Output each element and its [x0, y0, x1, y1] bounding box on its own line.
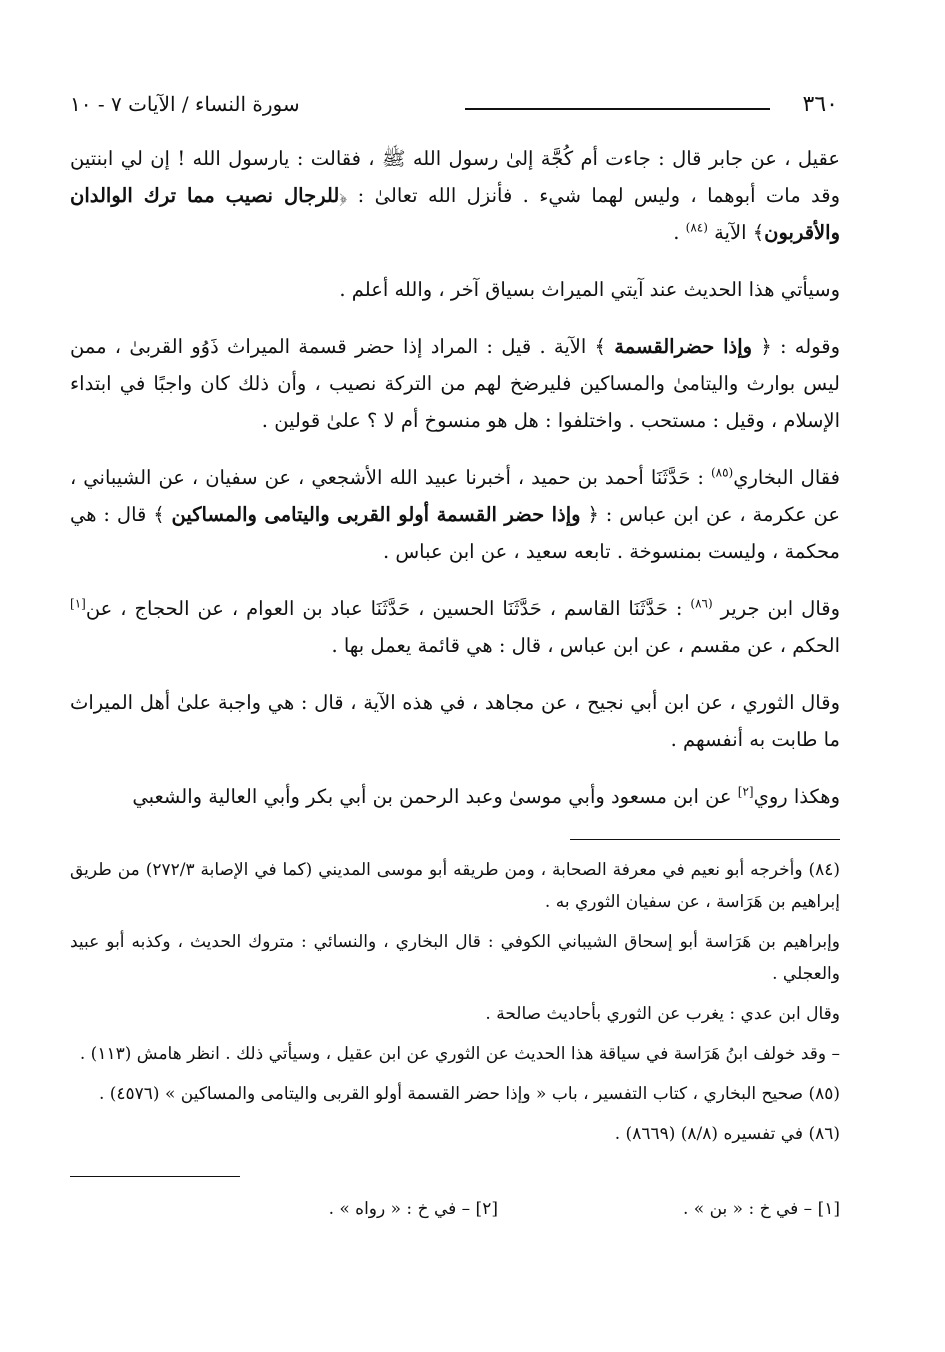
footnote-84-note: وإبراهيم بن هَرَاسة أبو إسحاق الشيباني الكوفي : قال البخاري ، والنسائي : متروك الحديث ، وكذبه أبو عبيد والعجلي .	[70, 932, 840, 984]
footnote-85: (٨٥) صحيح البخاري ، كتاب التفسير ، باب « وإذا حضر القسمة أولو القربى واليتامى والمساكين » (٤٥٧٦) .	[98, 1084, 840, 1104]
footnote-ref[interactable]: (٨٤)	[685, 220, 708, 235]
footnote-ref[interactable]: (٨٥)	[710, 465, 734, 480]
quran-verse: للرجال نصيب مما ترك الوالدان والأقربون	[70, 184, 840, 244]
footnote-86: (٨٦) في تفسيره (٨/٨) (٨٦٦٩) .	[614, 1124, 840, 1144]
editor-note-1: [١] – في خ : « بن » .	[682, 1199, 840, 1219]
editor-note-ref[interactable]: [٢]	[737, 784, 754, 799]
paragraph-2: وسيأتي هذا الحديث عند آيتي الميراث بسياق آخر ، والله أعلم .	[339, 278, 840, 301]
editor-note-ref[interactable]: [١]	[70, 596, 86, 611]
footnote-rule	[570, 839, 840, 840]
paragraph-7: وهكذا روي[٢] عن ابن مسعود وأبي موسىٰ وعبد الرحمن بن أبي بكر وأبي العالية والشعبي	[132, 784, 840, 808]
paragraph-1: عقيل ، عن جابر قال : جاءت أم كُجَّة إلىٰ رسول الله ﷺ ، فقالت : يارسول الله ! إن لي ابنتين وقد مات أبوهما ، وليس لهما شيء . فأنزل الله تعالىٰ : ﴿للرجال نصيب مما ترك الوالدان والأقربون﴾ الآية $^{(٨٤)}$ .	[70, 147, 840, 244]
paragraph-3: وقوله : ﴿ وإذا حضرالقسمة ﴾ الآية . قيل : المراد إذا حضر قسمة الميراث ذَوُو القربىٰ ، ممن ليس بوارث واليتامىٰ والمساكين فليرضخ لهم من التركة نصيب ، وأن ذلك كان واجبًا في ابتداء الإسلام ، وقيل : مستحب . واختلفوا : هل هو منسوخ أم لا ؟ علىٰ قولين .	[70, 335, 841, 432]
header-rule	[465, 108, 770, 110]
quran-verse: وإذا حضرالقسمة	[614, 335, 753, 358]
footnote-84-note: وقال ابن عدي : يغرب عن الثوري بأحاديث صالحة .	[485, 1004, 840, 1024]
page	[70, 88, 840, 1219]
quran-verse: وإذا حضر القسمة أولو القربى واليتامى والمساكين	[171, 503, 581, 526]
footnote-84: (٨٤) وأخرجه أبو نعيم في معرفة الصحابة ، ومن طريقه أبو موسى المديني (كما في الإصابة ٢٧٢/٣) من طريق إبراهيم بن هَرَاسة ، عن سفيان الثوري به .	[70, 860, 841, 912]
footnote-84-note: – وقد خولف ابنُ هَرَاسة في سياقة هذا الحديث عن الثوري عن ابن عقيل ، وسيأتي ذلك . انظر هامش (١١٣) .	[79, 1044, 840, 1064]
main-text	[70, 140, 840, 815]
editor-notes	[70, 1199, 840, 1219]
footnotes	[70, 854, 840, 1150]
footnote-ref[interactable]: (٨٦)	[690, 596, 713, 611]
page-number: ٣٦٠	[802, 92, 838, 117]
paragraph-6: وقال الثوري ، عن ابن أبي نجيح ، عن مجاهد ، في هذه الآية ، قال : هي واجبة علىٰ أهل الميراث ما طابت به أنفسهم .	[70, 691, 840, 751]
editor-note-2: [٢] – في خ : « رواه » .	[328, 1199, 498, 1219]
page-header	[70, 88, 840, 122]
paragraph-5: وقال ابن جرير $^{(٨٦)}$ : حَدَّثَنَا القاسم ، حَدَّثَنَا الحسين ، حَدَّثَنَا عباد بن العوام ، عن الحجاج ، عن[١] الحكم ، عن مقسم ، عن ابن عباس ، قال : هي قائمة يعمل بها .	[70, 596, 840, 657]
editor-notes-rule	[70, 1176, 240, 1177]
paragraph-4: فقال البخاري$^{(٨٥)}$ : حَدَّثَنَا أحمد بن حميد ، أخبرنا عبيد الله الأشجعي ، عن سفيان ، عن الشيباني ، عن عكرمة ، عن ابن عباس : ﴿ وإذا حضر القسمة أولو القربى واليتامى والمساكين ﴾ قال : هي محكمة ، وليست بمنسوخة . تابعه سعيد ، عن ابن عباس .	[70, 465, 840, 563]
running-title: سورة النساء / الآيات ٧ - ١٠	[70, 92, 300, 116]
